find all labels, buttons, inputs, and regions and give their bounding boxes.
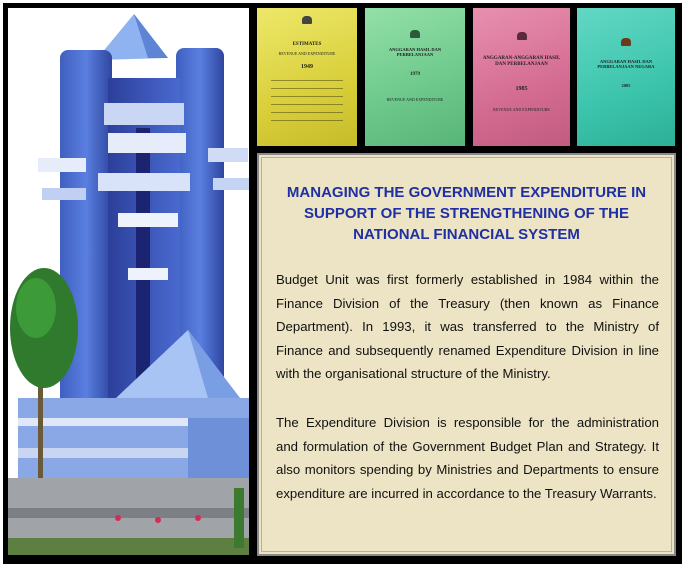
crest-icon: [621, 38, 631, 46]
book-title: ANGGARAN HASIL DAN PERBELANJAAN NEGARA: [597, 59, 655, 69]
ministry-building-photo: [8, 8, 249, 555]
crest-icon: [302, 16, 312, 24]
book-year: 1979: [410, 72, 420, 77]
responsibilities-paragraph: The Expenditure Division is responsible for the administration and formulation of the Government Budget Plan and Strategy. It also monitors spending by Ministries and Departments to ensure expenditure are incurred in accordance to the Treasury Warrants.: [276, 415, 659, 501]
book-subtitle: REVENUE AND EXPENDITURE: [493, 107, 550, 112]
book-title: ESTIMATES: [292, 42, 322, 47]
book-year: 1949: [301, 64, 313, 70]
expenditure-info-panel: [257, 153, 676, 556]
estimates-book-cover-2005: [577, 8, 675, 146]
section-heading: MANAGING THE GOVERNMENT EXPENDITURE IN SUPPORT OF THE STRENGTHENING OF THE NATIONAL FINANCIAL SYSTEM: [286, 184, 647, 243]
building-illustration: [8, 8, 249, 555]
book-year: 1985: [515, 86, 528, 92]
book-subtitle: REVENUE AND EXPENDITURE: [386, 97, 444, 102]
estimates-book-cover-1949: [257, 8, 357, 146]
book-title: ANGGARAN-ANGGARAN HASIL DAN PERBELANJAAN: [482, 56, 561, 67]
book-year: 2005: [621, 83, 631, 88]
history-paragraph: Budget Unit was first formerly established in 1984 within the Finance Division of the Treasury (then known as Finance Department). In 1993, it was transferred to the Ministry of Finance and subsequently renamed Expenditure Division in line with the organisational structure of the Ministry.: [276, 272, 659, 381]
crest-icon: [410, 30, 420, 38]
book-title: ANGGARAN HASIL DAN PERBELANJAAN: [388, 47, 442, 57]
estimates-book-cover-1985: [473, 8, 570, 146]
book-subtitle: REVENUE AND EXPENDITURE: [278, 51, 336, 56]
estimates-book-cover-1979: [365, 8, 465, 146]
crest-icon: [517, 32, 527, 40]
